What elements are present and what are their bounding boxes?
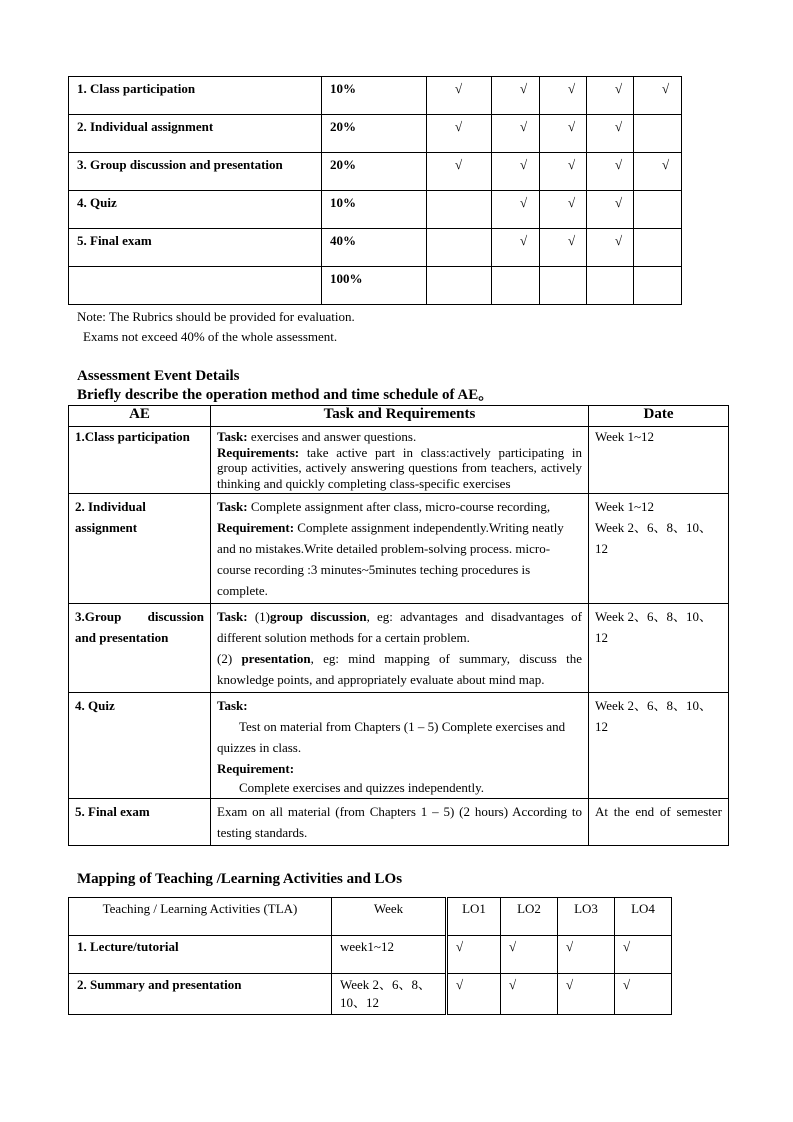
check-mark: √ xyxy=(427,115,492,153)
tla-mapping-table xyxy=(68,897,672,1015)
section-title-ae: Assessment Event Details xyxy=(77,368,240,384)
assessment-weight: 100% xyxy=(322,267,427,305)
tla-name: 2. Summary and presentation xyxy=(69,974,332,1015)
ae-name: 1.Class participation xyxy=(69,427,211,494)
check-mark: √ xyxy=(558,936,615,974)
date-line: Week 2、6、8、10、12 xyxy=(595,520,713,556)
check-mark: √ xyxy=(634,153,682,191)
header-tla: Teaching / Learning Activities (TLA) xyxy=(69,898,332,936)
table-row xyxy=(69,427,729,494)
check-mark xyxy=(427,229,492,267)
check-mark: √ xyxy=(427,77,492,115)
task-cell xyxy=(211,693,589,799)
check-mark: √ xyxy=(540,153,587,191)
assessment-name: 3. Group discussion and presentation xyxy=(69,153,322,191)
tla-week: week1~12 xyxy=(332,936,447,974)
check-mark: √ xyxy=(501,936,558,974)
check-mark xyxy=(634,229,682,267)
check-mark: √ xyxy=(587,115,634,153)
task-cell: Exam on all material (from Chapters 1 – 5) (2 hours) According to testing standards. xyxy=(211,799,589,846)
table-row xyxy=(69,604,729,693)
date-cell: Week 2、6、8、10、12 xyxy=(589,604,729,693)
header-lo3: LO3 xyxy=(558,898,615,936)
task-text: group discussion xyxy=(269,609,367,624)
assessment-weight: 10% xyxy=(322,77,427,115)
ae-details-table xyxy=(68,405,729,846)
req-text: Complete exercises and quizzes independently. xyxy=(239,780,484,795)
assessment-name: 1. Class participation xyxy=(69,77,322,115)
header-date: Date xyxy=(589,406,729,427)
task-label: Task: xyxy=(217,609,248,624)
assessment-name: 2. Individual assignment xyxy=(69,115,322,153)
header-week: Week xyxy=(332,898,447,936)
assessment-weight: 10% xyxy=(322,191,427,229)
check-mark: √ xyxy=(501,974,558,1015)
check-mark: √ xyxy=(540,229,587,267)
check-mark: √ xyxy=(634,77,682,115)
ae-name: 4. Quiz xyxy=(69,693,211,799)
date-cell: Week 1~12 xyxy=(589,427,729,494)
table-row xyxy=(69,267,682,305)
check-mark xyxy=(634,191,682,229)
check-mark: √ xyxy=(427,153,492,191)
assessment-weight: 20% xyxy=(322,115,427,153)
check-mark: √ xyxy=(615,936,672,974)
check-mark: √ xyxy=(492,191,540,229)
assessment-name xyxy=(69,267,322,305)
ae-name: 2. Individual assignment xyxy=(69,494,211,604)
task-text: , eg: advantages and disadvantages of different solution methods for a certain problem. xyxy=(217,609,583,645)
check-mark: √ xyxy=(540,115,587,153)
check-mark: √ xyxy=(587,153,634,191)
table-row xyxy=(69,936,672,974)
date-line: Week 1~12 xyxy=(595,499,655,514)
task-cell xyxy=(211,427,589,494)
tla-week: Week 2、6、8、10、12 xyxy=(332,974,447,1015)
check-mark: √ xyxy=(447,974,501,1015)
date-cell: At the end of semester xyxy=(589,799,729,846)
table-row xyxy=(69,974,672,1015)
check-mark xyxy=(587,267,634,305)
check-mark: √ xyxy=(587,229,634,267)
header-lo1: LO1 xyxy=(447,898,501,936)
check-mark: √ xyxy=(587,77,634,115)
table-row xyxy=(69,77,682,115)
check-mark xyxy=(492,267,540,305)
assessment-weight: 40% xyxy=(322,229,427,267)
check-mark: √ xyxy=(615,974,672,1015)
check-mark: √ xyxy=(492,115,540,153)
assessment-weight: 20% xyxy=(322,153,427,191)
table-row xyxy=(69,494,729,604)
header-ae: AE xyxy=(69,406,211,427)
task-text: (1) xyxy=(247,609,270,624)
task-cell xyxy=(211,494,589,604)
check-mark: √ xyxy=(540,191,587,229)
task-text: Test on material from Chapters (1 – 5) Complete exercises and quizzes in class. xyxy=(217,719,566,755)
table-row xyxy=(69,693,729,799)
check-mark: √ xyxy=(447,936,501,974)
check-mark xyxy=(634,267,682,305)
check-mark: √ xyxy=(540,77,587,115)
task-label: Task: xyxy=(217,429,248,444)
table-row xyxy=(69,153,682,191)
table-row xyxy=(69,229,682,267)
check-mark xyxy=(427,191,492,229)
assessment-weight-table xyxy=(68,76,682,305)
date-cell xyxy=(589,494,729,604)
task-text: (2) xyxy=(217,651,242,666)
check-mark: √ xyxy=(587,191,634,229)
table-row xyxy=(69,799,729,846)
task-text: exercises and answer questions. xyxy=(247,429,417,444)
header-task: Task and Requirements xyxy=(211,406,589,427)
table-header-row xyxy=(69,898,672,936)
task-label: Task: xyxy=(217,698,248,713)
req-label: Requirement: xyxy=(217,761,295,776)
tla-name: 1. Lecture/tutorial xyxy=(69,936,332,974)
check-mark: √ xyxy=(492,229,540,267)
check-mark: √ xyxy=(492,153,540,191)
date-cell: Week 2、6、8、10、12 xyxy=(589,693,729,799)
req-text: Complete assignment independently.Writing neatly and no mistakes.Write detailed problem-solving process. micro-course recording :3 minutes~5minutes teching procedures is complete. xyxy=(217,520,564,598)
table-row xyxy=(69,191,682,229)
task-label: Task: xyxy=(217,499,248,514)
req-label: Requirements: xyxy=(217,444,300,460)
table-header-row xyxy=(69,406,729,427)
note-rubrics: Note: The Rubrics should be provided for evaluation. xyxy=(77,309,355,324)
ae-name: 5. Final exam xyxy=(69,799,211,846)
note-exams: Exams not exceed 40% of the whole assessment. xyxy=(83,329,338,344)
check-mark xyxy=(540,267,587,305)
task-cell xyxy=(211,604,589,693)
req-label: Requirement: xyxy=(217,520,295,535)
header-lo4: LO4 xyxy=(615,898,672,936)
assessment-name: 5. Final exam xyxy=(69,229,322,267)
header-lo2: LO2 xyxy=(501,898,558,936)
task-text: Complete assignment after class, micro-course recording, xyxy=(247,499,551,514)
ae-name: 3.Group discussion and presentation xyxy=(69,604,211,693)
check-mark xyxy=(634,115,682,153)
check-mark: √ xyxy=(492,77,540,115)
req-text: take active part in class:actively participating in group activities, actively answering questions from teachers, actively thinking and quickly completing class-specific exercises xyxy=(217,444,582,491)
task-text: , eg: mind mapping of summary, discuss the knowledge points, and appropriately evaluate about mind map. xyxy=(217,651,582,687)
check-mark xyxy=(427,267,492,305)
table-row xyxy=(69,115,682,153)
section-title-tla: Mapping of Teaching /Learning Activities and LOs xyxy=(77,871,403,887)
section-subtitle-ae: Briefly describe the operation method and time schedule of AE。 xyxy=(77,387,494,403)
check-mark: √ xyxy=(558,974,615,1015)
task-text: presentation xyxy=(241,651,311,666)
assessment-name: 4. Quiz xyxy=(69,191,322,229)
